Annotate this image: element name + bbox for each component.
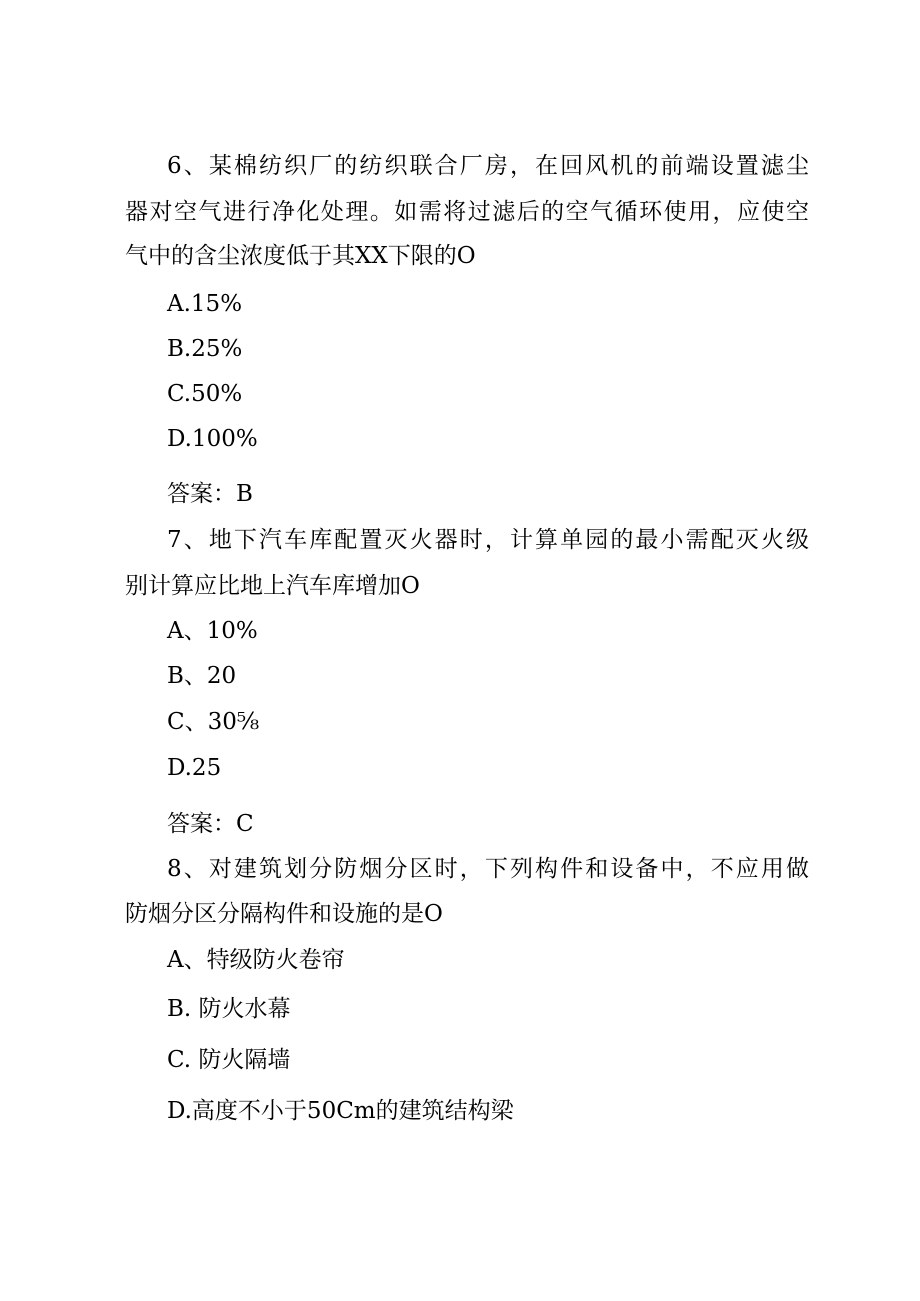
question-7-option-c: C、30⅝: [167, 709, 260, 735]
question-8-option-d: D.高度不小于50Cm的建筑结构梁: [167, 1098, 514, 1124]
question-6-stem-line-2: 器对空气进行净化处理。如需将过滤后的空气循环使用，应使空: [125, 199, 809, 225]
question-6-stem-line-3: 气中的含尘浓度低于其XX下限的O: [125, 243, 476, 269]
question-7-answer: 答案：C: [167, 811, 254, 837]
question-8-option-a: A、特级防火卷帘: [167, 947, 345, 973]
question-7-option-a: A、10%: [167, 618, 258, 644]
question-6-option-b: B.25%: [167, 336, 243, 362]
question-8-stem-line-2: 防烟分区分隔构件和设施的是O: [125, 901, 443, 927]
question-7-stem-line-2: 别计算应比地上汽车库增加O: [125, 573, 420, 599]
question-7-stem-line-1: 7、地下汽车库配置灭火器时，计算单园的最小需配灭火级: [167, 527, 809, 553]
question-6-option-a: A.15%: [167, 291, 243, 317]
question-6-option-c: C.50%: [167, 381, 243, 407]
question-8-stem-line-1: 8、对建筑划分防烟分区时，下列构件和设备中，不应用做: [167, 856, 809, 882]
question-8-option-b: B. 防火水幕: [167, 996, 291, 1022]
question-7-option-d: D.25: [167, 755, 222, 781]
question-7-option-b: B、20: [167, 663, 237, 689]
question-6-option-d: D.100%: [167, 426, 258, 452]
question-8-option-c: C. 防火隔墙: [167, 1047, 291, 1073]
question-6-answer: 答案：B: [167, 481, 253, 507]
question-6-stem-line-1: 6、某棉纺织厂的纺织联合厂房，在回风机的前端设置滤尘: [167, 153, 809, 179]
